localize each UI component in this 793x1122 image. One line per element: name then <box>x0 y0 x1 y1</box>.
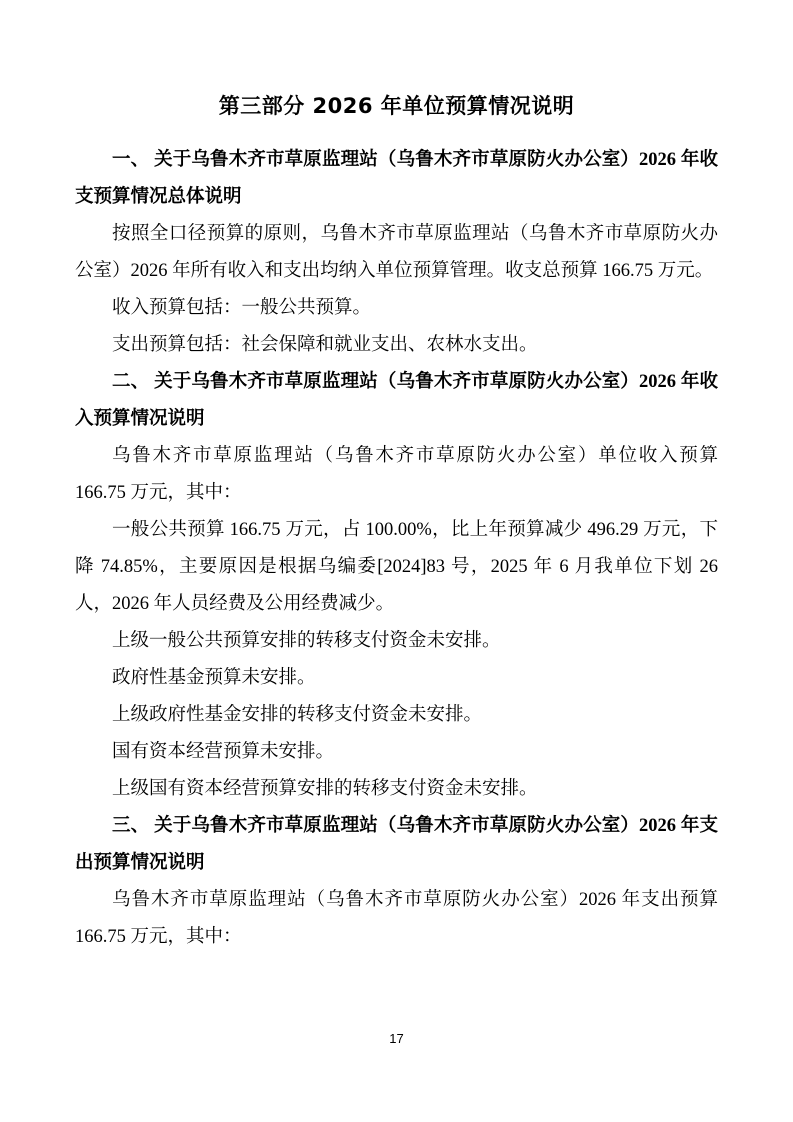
paragraph: 上级国有资本经营预算安排的转移支付资金未安排。 <box>112 779 538 799</box>
paragraph: 支出预算包括：社会保障和就业支出、农林水支出。 <box>112 335 538 355</box>
paragraph: 乌鲁木齐市草原监理站（乌鲁木齐市草原防火办公室）单位收入预算 166.75 万元，其中： <box>75 446 718 503</box>
paragraph: 一般公共预算 166.75 万元，占 100.00%，比上年预算减少 496.29 万元，下降 74.85%，主要原因是根据乌编委[2024]83 号，2025 年 6 月我单位下划 26 人，2026 年人员经费及公用经费减少。 <box>75 520 718 614</box>
paragraph: 上级政府性基金安排的转移支付资金未安排。 <box>112 705 483 725</box>
paragraph: 收入预算包括：一般公共预算。 <box>112 298 372 318</box>
paragraph: 按照全口径预算的原则，乌鲁木齐市草原监理站（乌鲁木齐市草原防火办公室）2026 年所有收入和支出均纳入单位预算管理。收支总预算 166.75 万元。 <box>75 224 718 281</box>
paragraph: 乌鲁木齐市草原监理站（乌鲁木齐市草原防火办公室）2026 年支出预算 166.75 万元，其中： <box>75 890 718 947</box>
document-title: 第三部分 2026 年单位预算情况说明 <box>218 94 575 118</box>
paragraph: 上级一般公共预算安排的转移支付资金未安排。 <box>112 631 501 651</box>
page-number: 17 <box>389 1031 404 1046</box>
paragraph: 政府性基金预算未安排。 <box>112 668 316 688</box>
section-1-heading: 一、 关于乌鲁木齐市草原监理站（乌鲁木齐市草原防火办公室）2026 年收支预算情况总体说明 <box>75 150 718 207</box>
section-expenditure-budget <box>75 808 718 956</box>
section-2-heading: 二、 关于乌鲁木齐市草原监理站（乌鲁木齐市草原防火办公室）2026 年收入预算情况说明 <box>75 372 718 429</box>
paragraph: 国有资本经营预算未安排。 <box>112 742 335 762</box>
section-overall-budget <box>75 142 718 364</box>
section-3-heading: 三、 关于乌鲁木齐市草原监理站（乌鲁木齐市草原防火办公室）2026 年支出预算情况说明 <box>75 816 718 873</box>
section-income-budget <box>75 364 718 808</box>
